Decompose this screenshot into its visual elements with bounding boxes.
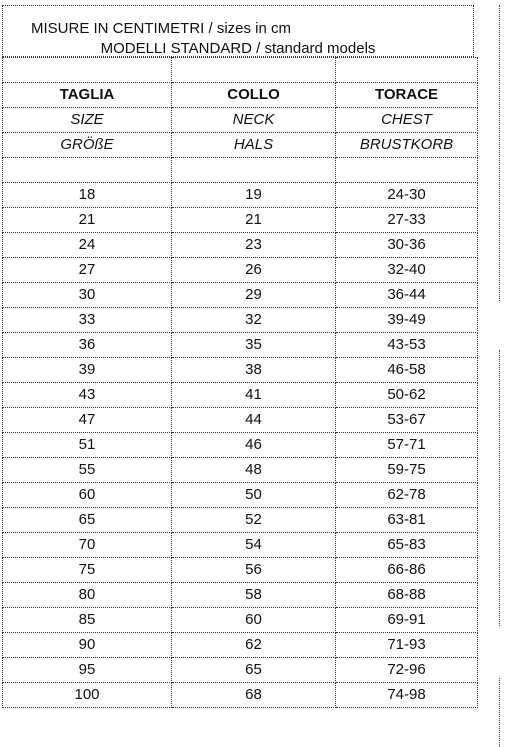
- table-row: [3, 283, 478, 308]
- header-row-italian: [3, 83, 478, 108]
- table-row: [3, 533, 478, 558]
- chest-cell: 69-91: [336, 608, 478, 633]
- chest-cell: 30-36: [336, 233, 478, 258]
- table-row: [3, 608, 478, 633]
- size-cell: 36: [3, 333, 172, 358]
- col-header-size-en: SIZE: [3, 108, 172, 133]
- chest-cell: 66-86: [336, 558, 478, 583]
- table-row: [3, 658, 478, 683]
- col-header-chest-en: CHEST: [336, 108, 478, 133]
- size-cell: 43: [3, 383, 172, 408]
- chest-cell: 71-93: [336, 633, 478, 658]
- chest-cell: 27-33: [336, 208, 478, 233]
- header-row-german: [3, 133, 478, 158]
- neck-cell: 41: [172, 383, 336, 408]
- size-cell: 30: [3, 283, 172, 308]
- table-row: [3, 308, 478, 333]
- col-header-chest-it: TORACE: [336, 83, 478, 108]
- col-header-size-it: TAGLIA: [3, 83, 172, 108]
- neck-cell: 35: [172, 333, 336, 358]
- chest-cell: 50-62: [336, 383, 478, 408]
- table-row: [3, 483, 478, 508]
- neck-cell: 38: [172, 358, 336, 383]
- chest-cell: 74-98: [336, 683, 478, 708]
- size-cell: 27: [3, 258, 172, 283]
- adjacent-table-edge: [499, 678, 500, 747]
- table-row: [3, 183, 478, 208]
- table-row: [3, 433, 478, 458]
- neck-cell: 62: [172, 633, 336, 658]
- size-cell: 51: [3, 433, 172, 458]
- neck-cell: 68: [172, 683, 336, 708]
- table-row: [3, 358, 478, 383]
- neck-cell: 54: [172, 533, 336, 558]
- chest-cell: 53-67: [336, 408, 478, 433]
- table-row: [3, 258, 478, 283]
- spacer-row: [3, 158, 478, 183]
- size-cell: 100: [3, 683, 172, 708]
- table-row: [3, 508, 478, 533]
- table-row: [3, 408, 478, 433]
- size-table: [2, 57, 478, 708]
- size-cell: 60: [3, 483, 172, 508]
- size-cell: 75: [3, 558, 172, 583]
- size-cell: 47: [3, 408, 172, 433]
- title-line-2: MODELLI STANDARD / standard models: [100, 40, 376, 57]
- size-cell: 39: [3, 358, 172, 383]
- chest-cell: 59-75: [336, 458, 478, 483]
- chest-cell: 63-81: [336, 508, 478, 533]
- size-cell: 33: [3, 308, 172, 333]
- neck-cell: 19: [172, 183, 336, 208]
- table-row: [3, 583, 478, 608]
- spacer-row: [3, 58, 478, 83]
- adjacent-table-edge: [499, 350, 500, 626]
- title-line-1: MISURE IN CENTIMETRI / sizes in cm: [31, 20, 292, 37]
- table-row: [3, 233, 478, 258]
- chest-cell: 46-58: [336, 358, 478, 383]
- neck-cell: 32: [172, 308, 336, 333]
- table-row: [3, 458, 478, 483]
- size-cell: 24: [3, 233, 172, 258]
- chest-cell: 65-83: [336, 533, 478, 558]
- chest-cell: 24-30: [336, 183, 478, 208]
- neck-cell: 60: [172, 608, 336, 633]
- col-header-neck-en: NECK: [172, 108, 336, 133]
- table-row: [3, 208, 478, 233]
- size-cell: 85: [3, 608, 172, 633]
- header-row-english: [3, 108, 478, 133]
- size-cell: 18: [3, 183, 172, 208]
- col-header-size-de: GRÖßE: [3, 133, 172, 158]
- size-cell: 80: [3, 583, 172, 608]
- neck-cell: 23: [172, 233, 336, 258]
- col-header-chest-de: BRUSTKORB: [336, 133, 478, 158]
- chest-cell: 36-44: [336, 283, 478, 308]
- table-row: [3, 383, 478, 408]
- neck-cell: 50: [172, 483, 336, 508]
- neck-cell: 44: [172, 408, 336, 433]
- chest-cell: 43-53: [336, 333, 478, 358]
- col-header-neck-it: COLLO: [172, 83, 336, 108]
- chest-cell: 72-96: [336, 658, 478, 683]
- neck-cell: 46: [172, 433, 336, 458]
- neck-cell: 56: [172, 558, 336, 583]
- size-cell: 95: [3, 658, 172, 683]
- chest-cell: 62-78: [336, 483, 478, 508]
- neck-cell: 65: [172, 658, 336, 683]
- col-header-neck-de: HALS: [172, 133, 336, 158]
- neck-cell: 29: [172, 283, 336, 308]
- size-cell: 65: [3, 508, 172, 533]
- neck-cell: 58: [172, 583, 336, 608]
- neck-cell: 52: [172, 508, 336, 533]
- size-cell: 55: [3, 458, 172, 483]
- neck-cell: 26: [172, 258, 336, 283]
- adjacent-table-edge: [499, 5, 500, 301]
- chart-title-box: [2, 5, 474, 57]
- table-row: [3, 333, 478, 358]
- chest-cell: 57-71: [336, 433, 478, 458]
- size-cell: 90: [3, 633, 172, 658]
- size-cell: 70: [3, 533, 172, 558]
- chest-cell: 32-40: [336, 258, 478, 283]
- neck-cell: 48: [172, 458, 336, 483]
- table-row: [3, 633, 478, 658]
- size-chart-sheet: [2, 5, 474, 708]
- neck-cell: 21: [172, 208, 336, 233]
- chest-cell: 68-88: [336, 583, 478, 608]
- table-row: [3, 558, 478, 583]
- chest-cell: 39-49: [336, 308, 478, 333]
- size-cell: 21: [3, 208, 172, 233]
- table-row: [3, 683, 478, 708]
